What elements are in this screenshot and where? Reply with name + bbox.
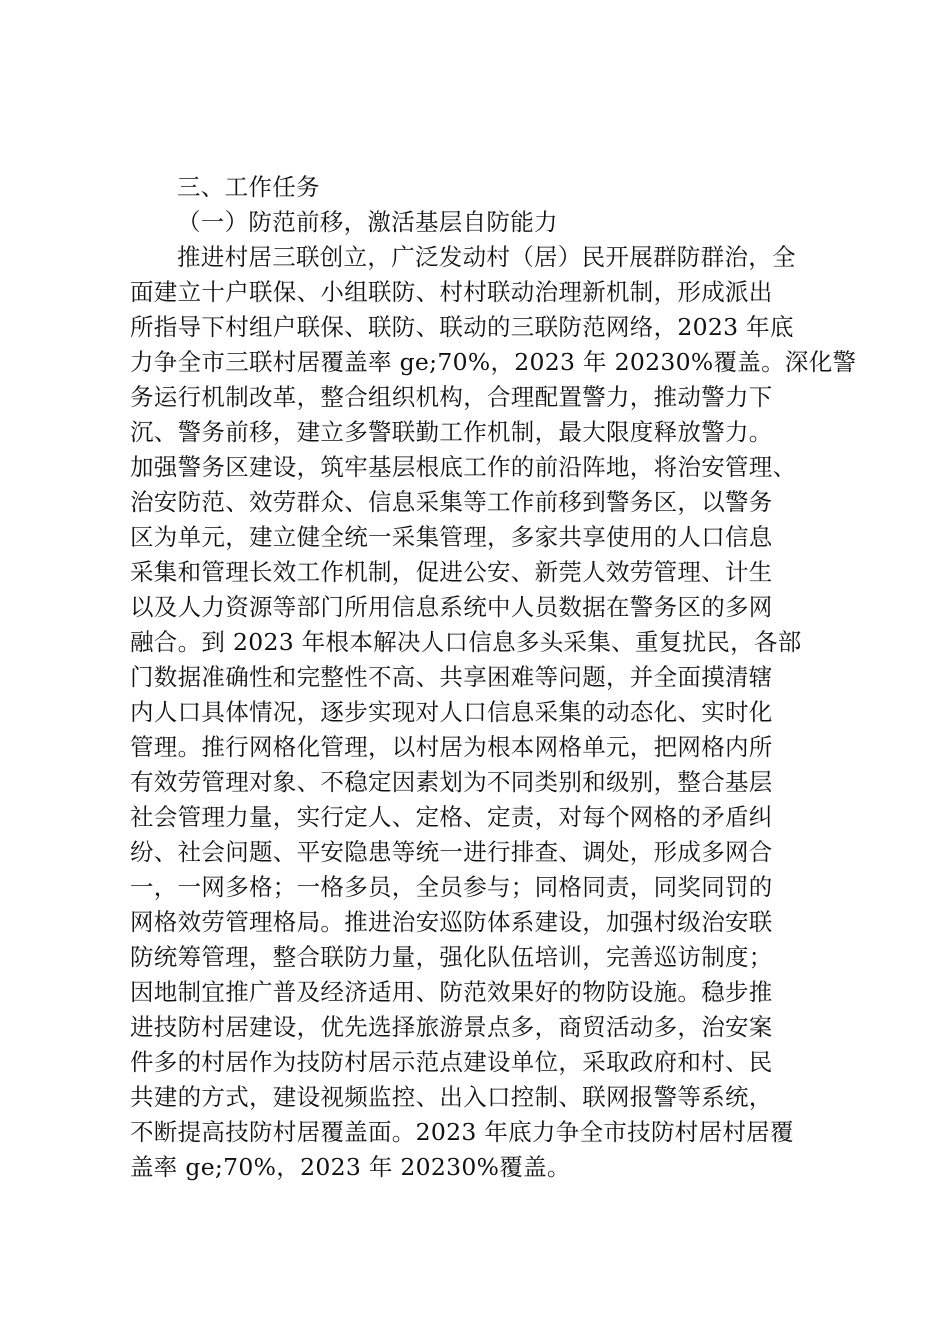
section-heading: 三、工作任务 <box>177 173 320 201</box>
paragraph-line: 件多的村居作为技防村居示范点建设单位，采取政府和村、民 <box>130 1048 773 1076</box>
paragraph-line: 网格效劳管理格局。推进治安巡防体系建设，加强村级治安联 <box>130 908 773 936</box>
paragraph-line: 采集和管理长效工作机制，促进公安、新莞人效劳管理、计生 <box>130 558 773 586</box>
paragraph-line: 有效劳管理对象、不稳定因素划为不同类别和级别，整合基层 <box>130 768 773 796</box>
paragraph-line: 力争全市三联村居覆盖率 ge;70%，2023 年 20230%覆盖。深化警 <box>130 348 857 376</box>
paragraph-line: 沉、警务前移，建立多警联勤工作机制，最大限度释放警力。 <box>130 418 773 446</box>
paragraph-line: 加强警务区建设，筑牢基层根底工作的前沿阵地，将治安管理、 <box>130 453 797 481</box>
paragraph-line: 所指导下村组户联保、联防、联动的三联防范网络，2023 年底 <box>130 313 794 341</box>
paragraph-line: 门数据准确性和完整性不高、共享困难等问题，并全面摸清辖 <box>130 663 773 691</box>
paragraph-line: 融合。到 2023 年根本解决人口信息多头采集、重复扰民，各部 <box>130 628 802 656</box>
paragraph-line: 推进村居三联创立，广泛发动村（居）民开展群防群治，全 <box>177 243 796 271</box>
paragraph-line: 区为单元，建立健全统一采集管理，多家共享使用的人口信息 <box>130 523 773 551</box>
paragraph-line: 面建立十户联保、小组联防、村村联动治理新机制，形成派出 <box>130 278 773 306</box>
body-paragraph <box>130 240 857 1185</box>
paragraph-line: 内人口具体情况，逐步实现对人口信息采集的动态化、实时化 <box>130 698 773 726</box>
paragraph-line: 防统筹管理，整合联防力量，强化队伍培训，完善巡访制度； <box>130 943 773 971</box>
paragraph-line: 不断提高技防村居覆盖面。2023 年底力争全市技防村居村居覆 <box>130 1118 794 1146</box>
paragraph-line: 务运行机制改革，整合组织机构，合理配置警力，推动警力下 <box>130 383 773 411</box>
paragraph-line: 盖率 ge;70%，2023 年 20230%覆盖。 <box>130 1153 571 1181</box>
paragraph-line: 以及人力资源等部门所用信息系统中人员数据在警务区的多网 <box>130 593 773 621</box>
paragraph-line: 进技防村居建设，优先选择旅游景点多，商贸活动多，治安案 <box>130 1013 773 1041</box>
subsection-heading: （一）防范前移，激活基层自防能力 <box>177 208 558 236</box>
paragraph-line: 共建的方式，建设视频监控、出入口控制、联网报警等系统， <box>130 1083 773 1111</box>
paragraph-line: 社会管理力量，实行定人、定格、定责，对每个网格的矛盾纠 <box>130 803 773 831</box>
paragraph-line: 因地制宜推广普及经济适用、防范效果好的物防设施。稳步推 <box>130 978 773 1006</box>
paragraph-line: 一，一网多格；一格多员，全员参与；同格同责，同奖同罚的 <box>130 873 773 901</box>
paragraph-line: 纷、社会问题、平安隐患等统一进行排查、调处，形成多网合 <box>130 838 773 866</box>
paragraph-line: 管理。推行网格化管理，以村居为根本网格单元，把网格内所 <box>130 733 773 761</box>
document-body <box>130 170 857 1185</box>
paragraph-line: 治安防范、效劳群众、信息采集等工作前移到警务区，以警务 <box>130 488 773 516</box>
